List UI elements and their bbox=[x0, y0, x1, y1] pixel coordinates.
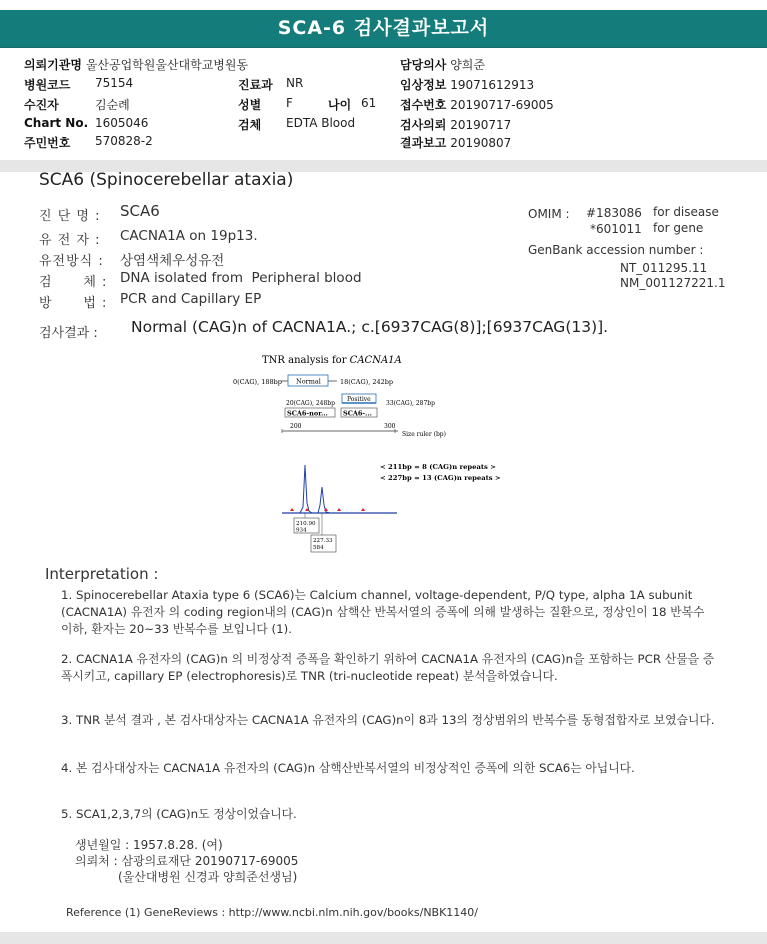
header-patient-label: 수진자 bbox=[24, 98, 59, 112]
normal-range-left: 0(CAG), 188bp bbox=[233, 378, 282, 386]
header-clinical-info: 임상정보 19071612913 bbox=[400, 78, 535, 92]
header-department: NR bbox=[286, 76, 304, 90]
omim-label: OMIM : bbox=[528, 207, 570, 221]
size-ruler-label: Size ruler (bp) bbox=[402, 431, 446, 438]
peak-2-size: 227.33 bbox=[313, 538, 333, 544]
size-marker bbox=[290, 508, 294, 511]
header-resident-no: 570828-2 bbox=[95, 134, 153, 148]
bottom-separator bbox=[0, 932, 767, 944]
field-gene-value: CACNA1A on 19p13. bbox=[120, 228, 258, 244]
omim-disease-text: for disease bbox=[653, 205, 719, 219]
section-title: SCA6 (Spinocerebellar ataxia) bbox=[39, 170, 294, 190]
tick-300: 300 bbox=[384, 423, 396, 430]
header-specimen-label: 검체 bbox=[238, 118, 262, 132]
header-age-label: 나이 bbox=[328, 98, 352, 112]
field-gene-label: 유 전 자 : bbox=[39, 233, 101, 248]
omim-gene-text: for gene bbox=[653, 221, 704, 235]
genbank-label: GenBank accession number : bbox=[528, 243, 704, 257]
field-inheritance-value: 상염색체우성유전 bbox=[120, 253, 225, 269]
header-sex: F bbox=[286, 96, 293, 110]
normal-range-right: 18(CAG), 242bp bbox=[340, 378, 394, 386]
header-resident-no-label: 주민번호 bbox=[24, 136, 71, 150]
field-inheritance-label: 유전방식 : bbox=[39, 254, 104, 269]
report-title: SCA-6 검사결과보고서 bbox=[0, 10, 767, 47]
header-report-date: 결과보고 20190807 bbox=[400, 136, 512, 150]
result-value: Normal (CAG)n of CACNA1A.; c.[6937CAG(8)];[6937CAG(13)]. bbox=[131, 318, 609, 336]
positive-box-label: Positive bbox=[347, 396, 371, 403]
header-referring-institution: 의뢰기관명 울산공업학원울산대학교병원동 bbox=[24, 58, 249, 72]
omim-gene-id: *601011 bbox=[590, 222, 642, 236]
field-method-value: PCR and Capillary EP bbox=[120, 291, 262, 307]
result-label: 검사결과 : bbox=[39, 326, 98, 341]
referring-doctor: (울산대병원 신경과 양희준선생님) bbox=[118, 870, 298, 884]
repeat-result-1: < 211bp = 8 (CAG)n repeats > bbox=[380, 463, 496, 471]
header-department-label: 진료과 bbox=[238, 78, 273, 92]
header-chart-no: 1605046 bbox=[95, 116, 149, 130]
electropherogram-trace bbox=[282, 465, 397, 513]
omim-disease-id: #183086 bbox=[586, 206, 642, 220]
interpretation-paragraph-3: 3. TNR 분석 결과 , 본 검사대상자는 CACNA1A 유전자의 (CAG)n이 8과 13의 정상범위의 반복수를 동형접합자로 보였습니다. bbox=[61, 713, 715, 727]
interpretation-title: Interpretation : bbox=[45, 565, 159, 583]
field-specimen-label: 검 체 : bbox=[39, 275, 108, 290]
tag-sca6-positive-label: SCA6-... bbox=[343, 409, 372, 418]
header-accession-no: 접수번호 20190717-69005 bbox=[400, 98, 554, 112]
header-age: 61 bbox=[361, 96, 377, 110]
tag-sca6-normal-label: SCA6-nor... bbox=[287, 409, 328, 418]
peak-2-height: 584 bbox=[313, 545, 324, 551]
birth-date: 생년월일 : 1957.8.28. (여) bbox=[75, 838, 223, 852]
header-patient-name: 김순례 bbox=[95, 98, 130, 112]
field-diagnosis-label: 진 단 명 : bbox=[39, 209, 101, 224]
genbank-accession-1: NT_011295.11 bbox=[620, 261, 708, 275]
header-chart-no-label: Chart No. bbox=[24, 116, 89, 130]
positive-range-right: 33(CAG), 287bp bbox=[386, 400, 435, 407]
title-divider bbox=[0, 47, 767, 48]
tick-200: 200 bbox=[290, 423, 302, 430]
interpretation-paragraph-1: 1. Spinocerebellar Ataxia type 6 (SCA6)는 Calcium channel, voltage-dependent, P/Q type, alpha 1A subunit (CACNA1A) 유전자 의 coding region내의 (CAG)n 삼핵산 반복서열의 증폭에 의해 발생하는 질환으로, 정상인이 18 반복수 이하, 환자는 20~33 반복수를 보입니다 (1). bbox=[61, 588, 705, 636]
normal-box-label: Normal bbox=[296, 377, 321, 386]
field-method-label: 방 법 : bbox=[39, 296, 108, 311]
size-marker bbox=[337, 508, 341, 511]
interpretation-paragraph-2: 2. CACNA1A 유전자의 (CAG)n 의 비정상적 증폭을 확인하기 위하여 CACNA1A 유전자의 (CAG)n을 포함하는 PCR 산물을 증폭시키고, capillary EP (electrophoresis)로 TNR (tri-nucleotide repeat) 분석을하였습니다. bbox=[61, 652, 715, 683]
positive-range-left: 20(CAG), 248bp bbox=[286, 400, 335, 407]
repeat-result-2: < 227bp = 13 (CAG)n repeats > bbox=[380, 474, 501, 482]
interpretation-paragraph-4: 4. 본 검사대상자는 CACNA1A 유전자의 (CAG)n 삼핵산반복서열의 비정상적인 증폭에 의한 SCA6는 아닙니다. bbox=[61, 761, 635, 775]
header-hospital-code: 75154 bbox=[95, 76, 134, 90]
size-marker bbox=[361, 508, 365, 511]
header-sex-label: 성별 bbox=[238, 98, 262, 112]
interpretation-paragraph-5: 5. SCA1,2,3,7의 (CAG)n도 정상이었습니다. bbox=[61, 807, 297, 821]
peak-1-size: 210.90 bbox=[296, 521, 316, 527]
reference: Reference (1) GeneReviews : http://www.ncbi.nlm.nih.gov/books/NBK1140/ bbox=[66, 906, 479, 919]
tnr-analysis-figure bbox=[0, 345, 767, 575]
header-request-date: 검사의뢰 20190717 bbox=[400, 118, 512, 132]
referrer: 의뢰처 : 삼광의료재단 20190717-69005 bbox=[75, 854, 299, 868]
peak-1-height: 934 bbox=[296, 527, 307, 534]
header-hospital-code-label: 병원코드 bbox=[24, 78, 71, 92]
figure-title: TNR analysis for CACNA1A bbox=[262, 355, 402, 366]
field-specimen-value: DNA isolated from Peripheral blood bbox=[120, 270, 362, 286]
field-diagnosis-value: SCA6 bbox=[120, 202, 160, 220]
genbank-accession-2: NM_001127221.1 bbox=[620, 276, 726, 290]
header-doctor: 담당의사 양희준 bbox=[400, 58, 485, 72]
header-specimen: EDTA Blood bbox=[286, 116, 356, 130]
